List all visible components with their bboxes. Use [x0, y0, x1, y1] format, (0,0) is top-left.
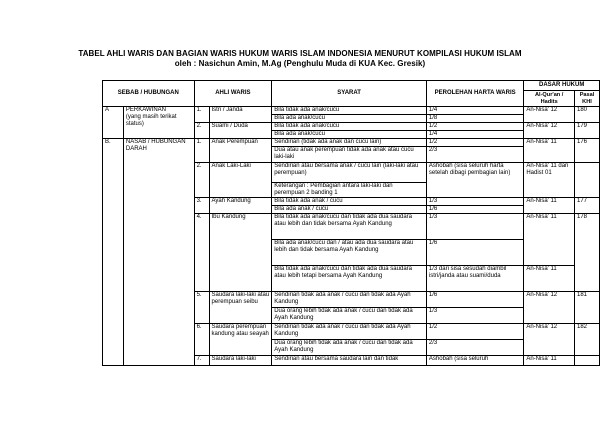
group-title: PERKAWINAN — [125, 107, 166, 113]
heir-number: 4. — [194, 214, 209, 292]
heir-number: 1. — [194, 107, 209, 123]
khi-cell — [575, 356, 600, 366]
heir-name: Saudara laki-laki atau perempuan seibu — [209, 292, 272, 324]
document-author: oleh : Nasichun Amin, M.Ag (Penghulu Muda di KUA Kec. Gresik) — [174, 59, 426, 68]
share-cell: 1/8 — [426, 115, 523, 123]
condition-cell: Bila tidak ada anak / cucu — [272, 198, 427, 206]
condition-cell: Sendirian (tidak ada anak dan cucu lain) — [272, 139, 427, 147]
heir-number: 6. — [194, 324, 209, 356]
header-dasar-hukum: DASAR HUKUM — [524, 81, 600, 91]
group-name — [123, 107, 194, 139]
dalil-cell: An-Nisa' 12 — [524, 324, 575, 356]
header-syarat: SYARAT — [272, 81, 427, 107]
condition-cell: Keterangan : Pembagian antara laki-laki dan perempuan 2 banding 1 — [272, 183, 427, 198]
condition-cell: Sendirian tidak ada anak / cucu dan tidak ada Ayah Kandung — [272, 292, 427, 308]
condition-cell: Bila tidak ada anak/cucu dan tidak ada dua saudara atau lebih dan tidak bersama Ayah Kandung — [272, 214, 427, 240]
khi-cell: 182 — [575, 324, 600, 356]
share-cell: 1/4 — [426, 131, 523, 139]
share-cell: 1/2 — [426, 324, 523, 340]
group-note: (yang masih terikat status) — [125, 114, 177, 127]
khi-cell: 181 — [575, 292, 600, 324]
share-cell: 1/3 — [426, 198, 523, 206]
header-quran-hadits: Al-Qur'an / Hadits — [524, 91, 575, 107]
dalil-cell: An-Nisa' 11 — [524, 214, 575, 266]
dalil-cell: An-Nisa' 12 — [524, 292, 575, 324]
khi-cell: 177 — [575, 198, 600, 214]
share-cell: Ashobah (sisa seluruh — [426, 356, 523, 366]
group-code: A — [103, 107, 124, 139]
heir-name: Suami / Duda — [209, 123, 272, 139]
share-cell: 1/4 — [426, 107, 523, 115]
table-row — [103, 107, 600, 115]
dalil-cell: An-Nisa' 11 — [524, 266, 575, 292]
share-cell: 1/6 — [426, 240, 523, 266]
header-perolehan: PEROLEHAN HARTA WARIS — [426, 81, 523, 107]
share-cell: 1/3 — [426, 214, 523, 240]
share-cell: 2/3 — [426, 147, 523, 163]
share-cell: 1/3 dari sisa sesudah diambil istri/janda atau suami/duda — [426, 266, 523, 292]
condition-cell: Sendirian atau bersama anak / cucu lain (laki-laki atau perempuan) — [272, 163, 427, 183]
khi-cell: 178 — [575, 214, 600, 292]
khi-cell: 176 — [575, 139, 600, 163]
dalil-cell: An-Nisa' 12 — [524, 107, 575, 123]
heir-number: 7. — [194, 356, 209, 366]
heirs-table — [102, 80, 600, 366]
heir-name: Saudara perempuan kandung atau seayah — [209, 324, 272, 356]
condition-cell: Bila tidak ada anak/cucu — [272, 107, 427, 115]
heir-name: Saudara laki-laki — [209, 356, 272, 366]
heir-number: 1. — [194, 139, 209, 163]
condition-cell: Sendirian tidak ada anak / cucu dan tidak ada Ayah Kandung — [272, 324, 427, 340]
heir-number: 3. — [194, 198, 209, 214]
share-cell: 1/2 — [426, 139, 523, 147]
heir-name: Anak Perempuan — [209, 139, 272, 163]
khi-cell: 179 — [575, 123, 600, 139]
heir-name: Anak Laki-Laki — [209, 163, 272, 198]
share-cell: 1/2 — [426, 123, 523, 131]
document-title: TABEL AHLI WARIS DAN BAGIAN WARIS HUKUM WARIS ISLAM INDONESIA MENURUT KOMPILASI HUKUM ISLAM — [78, 49, 522, 58]
header-sebab: SEBAB / HUBUNGAN — [103, 81, 195, 107]
condition-cell: Bila tidak ada anak/cucu — [272, 123, 427, 131]
dalil-cell: An-Nisa' 11 — [524, 198, 575, 214]
heir-name: Istri / Janda — [209, 107, 272, 123]
dalil-cell: An-Nisa' 12 — [524, 123, 575, 139]
heir-number: 2. — [194, 163, 209, 198]
share-cell: 2/3 — [426, 340, 523, 356]
header-pasal-khi: Pasal KHI — [575, 91, 600, 107]
heir-name: Ayah Kandung — [209, 198, 272, 214]
khi-cell: 180 — [575, 107, 600, 123]
condition-cell: Bila ada anak/cucu — [272, 131, 427, 139]
heir-name: Ibu Kandung — [209, 214, 272, 292]
share-cell: 1/6 — [426, 206, 523, 214]
group-code: B. — [103, 139, 124, 366]
condition-cell: Dua orang lebih tidak ada anak / cucu dan tidak ada Ayah Kandung — [272, 340, 427, 356]
dalil-cell: An-Nisa' 11 — [524, 356, 575, 366]
condition-cell: Bila ada anak/cucu — [272, 115, 427, 123]
share-cell: 1/6 — [426, 292, 523, 308]
dalil-cell: An-Nisa' 11 — [524, 139, 575, 163]
condition-cell: Bila ada anak / cucu — [272, 206, 427, 214]
condition-cell: Sendirian atau bersama saudara lain dan tidak — [272, 356, 427, 366]
group-name: NASAB / HUBUNGAN DARAH — [123, 139, 194, 366]
share-cell: 1/3 — [426, 308, 523, 324]
header-ahli-waris: AHLI WARIS — [194, 81, 272, 107]
dalil-cell: An-Nisa' 11 dan Hadist 01 — [524, 163, 575, 198]
khi-cell — [575, 163, 600, 198]
condition-cell: Bila tidak ada anak/cucu dan tidak ada dua saudara atau lebih tetapi bersama Ayah Kandung — [272, 266, 427, 292]
heir-number: 2. — [194, 123, 209, 139]
share-cell: Ashobah (sisa seluruh harta setelah dibagi pembagian lain) — [426, 163, 523, 198]
condition-cell: Bila ada anak/cucu dan / atau ada dua saudara atau lebih dan tidak bersama Ayah Kandung — [272, 240, 427, 266]
condition-cell: Dua atau anak perempuan tidak ada anak atau cucu laki-laki — [272, 147, 427, 163]
heir-number: 5. — [194, 292, 209, 324]
condition-cell: Dua orang lebih tidak ada anak / cucu dan tidak ada Ayah Kandung — [272, 308, 427, 324]
table-row — [103, 139, 600, 147]
